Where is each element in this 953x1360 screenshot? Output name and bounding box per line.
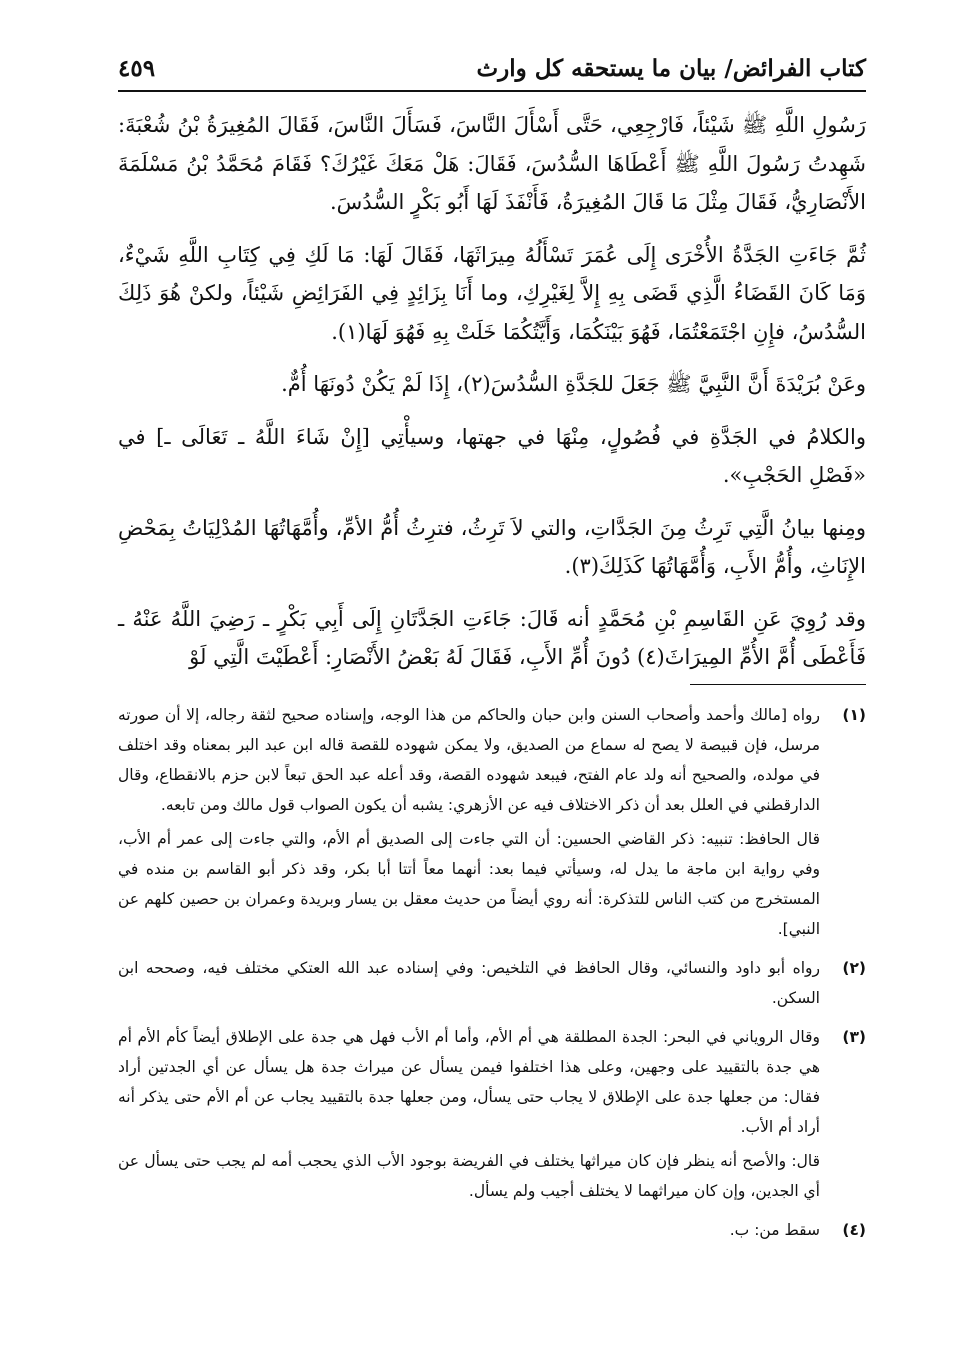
body-paragraph: وقد رُوِيَ عَنِ القَاسِمِ بْنِ مُحَمَّدٍ أنه قَالَ: جَاءَتِ الجَدَّتَانِ إِلَى أَبِي بَكْرٍ ـ رَضِيَ اللَّهُ عَنْهُ ـ فَأَعْطَى أُمَّ الأُمِّ المِيرَاثَ(٤) دُونَ أُمِّ الأَبِ، فَقَالَ لَهُ بَعْضُ الأَنْصَارِ: أَعْطَيْتَ الَّتِي لَوْ (118, 606, 866, 669)
running-title: كتاب الفرائض/ بيان ما يستحقه كل وارث (476, 54, 866, 82)
body-paragraph: وعَنْ بُرَيْدَةَ أَنَّ النَّبِيَّ ﷺ جَعَلَ للجَدَّةِ السُّدُسَ(٢)، إِذَا لَمْ يَكُنْ دُونَهَا أُمٌّ. (281, 372, 866, 396)
footnote-paragraph: قال: والأصح أنه ينظر فإن كان ميراثها يختلف في الفريضة بوجود الأب الذي يحجب أمه لم يجب حتى يسأل عن أي الجدين، وإن كان ميراثهما لا يختلف أجيب ولم يسأل. (118, 1152, 820, 1200)
footnote-paragraph: سقط من: ب. (729, 1221, 820, 1239)
main-text (118, 106, 866, 691)
footnote-2 (118, 953, 866, 1017)
footnote-number: (٤) (842, 1221, 866, 1239)
footnote-paragraph: رواه [مالك وأحمد وأصحاب السنن وابن حبان والحاكم من هذا الوجه، وإسناده صحيح لثقة رجاله، إلا أن صورته مرسل، فإن قبيصة لا يصح له سماع من الصديق، ولا يمكن شهوده للقصة قاله ابن عبد البر بمعناه وقد اختلف في مولده، والصحيح أنه ولد عام الفتح، فيبعد شهوده القصة، وقد أعله عبد الحق تبعاً لابن حزم بالانقطاع، وقال الدارقطني في العلل بعد أن ذكر الاختلاف فيه عن الأزهري: يشبه أن يكون الصواب قول مالك ومن تابعه. (118, 706, 820, 814)
footnote-separator (690, 684, 866, 685)
footnote-number: (٣) (842, 1028, 866, 1046)
footnote-paragraph: قال الحافظ: تنبيه: ذكر القاضي الحسين: أن التي جاءت إلى الصديق أم الأم، والتي جاءت إلى عمر أم الأب، وفي رواية ابن ماجة ما يدل له، وسيأتي فيما بعد: أنهما معاً أتتا أبا بكر، وقد ذكر أبو القاسم بن منده في المستخرج من كتب الناس للتذكرة: أنه روي أيضاً من حديث معقل بن يسار وبريدة وعمران بن حصين كلهم عن النبي]. (118, 830, 820, 938)
footnote-number: (١) (842, 706, 866, 724)
footnote-body (118, 700, 820, 948)
footnote-1 (118, 700, 866, 948)
body-paragraph: ومِنها بيانُ الَّتِي تَرِثُ مِنَ الجَدَّاتِ، والتي لاَ تَرِثُ، فترِثُ أُمُّ الأمِّ، وأُمَّهَاتُهَا المُدْلِيَاتُ بِمَحْضِ الإِنَاثِ، وأُمُّ الأَبِ، وَأُمَّهَاتُهَا كَذَلِكَ(٣). (118, 515, 866, 578)
footnote-paragraph: رواه أبو داود والنسائي، وقال الحافظ في التلخيص: وفي إسناده عبد الله العتكي مختلف فيه، وصححه ابن السكن. (118, 959, 820, 1007)
footnote-body (118, 1022, 820, 1210)
body-paragraph: ثُمَّ جَاءَتِ الجَدَّةُ الأُخْرَى إِلَى عُمَرَ تَسْأَلُهُ مِيرَاثَهَا، فَقَالَ لَهَا: مَا لَكِ فِي كِتَابِ اللَّهِ شَيْءٌ، وَمَا كَانَ القَضَاءُ الَّذِي قَضَى بِهِ إِلاَّ لِغَيْرِكِ، وما أَنَا بِزَائِدٍ فِي الفَرَائِضِ شَيْئاً، ولكنْ هُوَ ذَلِكَ السُّدُسُ، فإِنِ اجْتَمَعْتُمَا، فَهُوَ بَيْنَكُمَا، وَأَيَّتُكُمَا خَلَتْ بِهِ فَهُوَ لَهَا(١). (118, 242, 866, 344)
page-number: ٤٥٩ (118, 54, 156, 82)
body-paragraph: رَسُولِ اللَّهِ ﷺ شَيْئاً، فَارْجِعِي، حَتَّى أَسْأَلَ النَّاسَ، فَسَأَلَ النَّاسَ، فَقَالَ المُغِيرَةُ بْنُ شُعْبَةَ: شَهِدتُ رَسُولَ اللَّهِ ﷺ أَعْطَاهَا السُّدُسَ، فَقَالَ: هَلْ مَعَكَ غَيْرُكَ؟ فَقَامَ مُحَمَّدُ بْنُ مَسْلَمَةَ الأَنْصَارِيُّ، فَقَالَ مِثْلَ مَا قَالَ المُغِيرَةُ، فَأَنْفَذَ لَهَا أَبُو بَكْرٍ السُّدُسَ. (118, 113, 866, 214)
footnote-4 (118, 1215, 866, 1249)
footnotes (118, 700, 866, 1254)
footnote-body (118, 1215, 820, 1249)
footnote-paragraph: وقال الروياني في البحر: الجدة المطلقة هي أم الأم، وأما أم الأب فهل هي جدة على الإطلاق أيضاً كأم الأم أم هي جدة بالتقييد على وجهين، وعلى هذا اختلفوا فيمن يسأل عن ميراث جدة هل يسأل عن أي الجدتين أراد فقال: من جعلها جدة على الإطلاق لا يجاب حتى يسأل، ومن جعلها جدة بالتقييد يجاب عن أم الأم حتى يذكر أنه أراد أم الأب. (118, 1028, 820, 1136)
footnote-number: (٢) (842, 959, 866, 977)
page-header (118, 46, 866, 92)
body-paragraph: والكلامُ في الجَدَّةِ في فُصُولٍ، مِنْهَا في جهتها، وسيأْتِي [إِنْ شَاءَ اللَّهُ ـ تَعَالَى ـ] في «فَصْلِ الحَجْبِ». (118, 424, 866, 487)
footnote-3 (118, 1022, 866, 1210)
footnote-body (118, 953, 820, 1017)
